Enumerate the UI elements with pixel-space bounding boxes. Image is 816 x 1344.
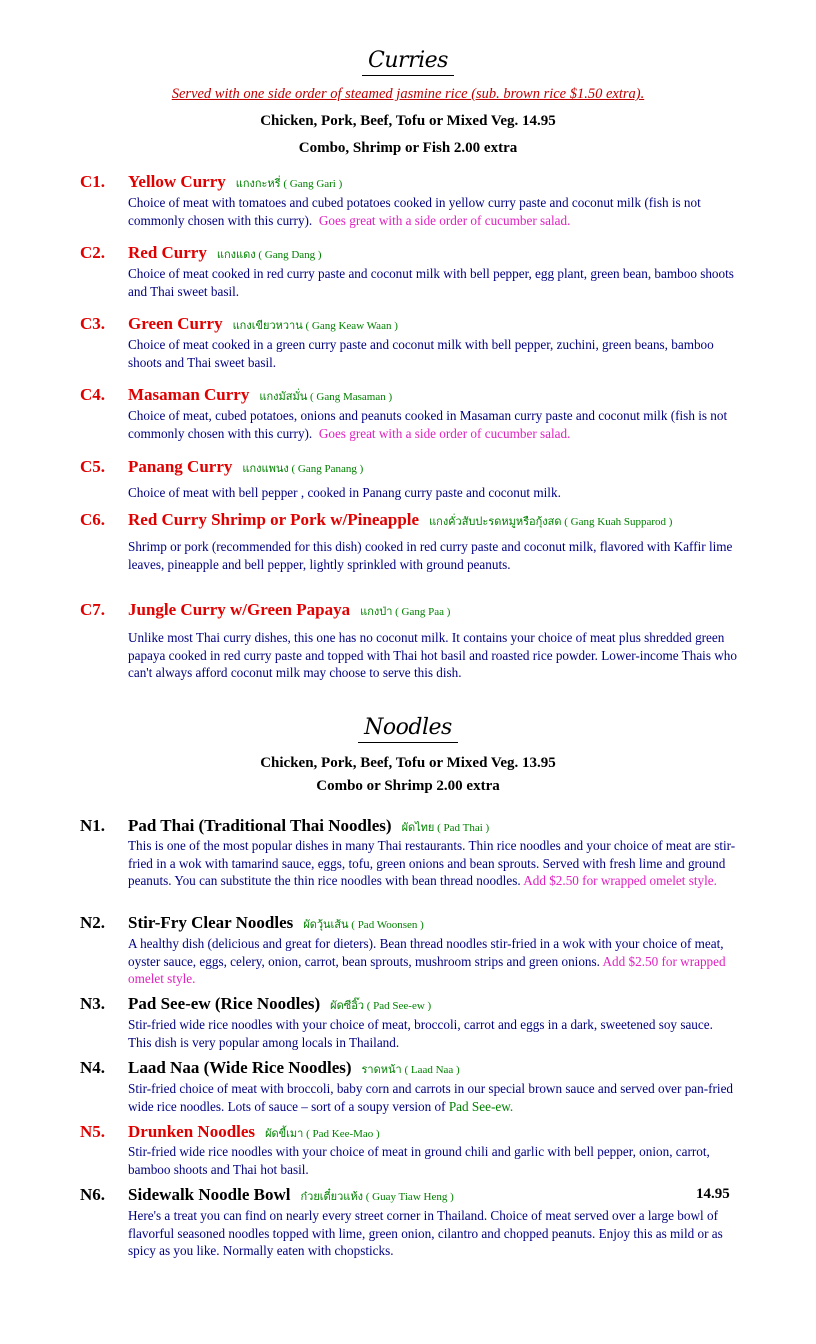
thai-name: แกงแดง ( Gang Dang ) (216, 249, 322, 261)
item-name: Masaman Curry แกงมัสมั่น ( Gang Masaman ) (128, 385, 393, 404)
item-description: Choice of meat, cubed potatoes, onions and peanuts cooked in Masaman curry paste and coconut milk (fish is not commonly chosen with this curry). Goes great with a side order of cucumber salad. (128, 408, 728, 441)
thai-name: แกงป่า ( Gang Paa ) (360, 606, 451, 618)
curries-extra-line: Combo, Shrimp or Fish 2.00 extra (298, 140, 518, 156)
thai-name: แกงกะหรี่ ( Gang Gari ) (235, 178, 343, 190)
item-code: C3. (80, 314, 106, 333)
item-code: N6. (80, 1185, 106, 1204)
noodles-price-line: Chicken, Pork, Beef, Tofu or Mixed Veg. 13.95 (260, 755, 556, 771)
item-description: Unlike most Thai curry dishes, this one has no coconut milk. It contains your choice of meat plus shredded green papaya cooked in red curry paste and topped with Thai hot basil and roasted rice powder. Lower-income Thais who can't always afford coconut milk may choose to serve this dish. (128, 630, 737, 680)
item-name: Sidewalk Noodle Bowl ก๋วยเตี๋ยวแห้ง ( Guay Tiaw Heng ) (128, 1185, 454, 1204)
item-name: Red Curry Shrimp or Pork w/Pineapple แกงคั่วสับปะรดหมูหรือกุ้งสด ( Gang Kuah Supparod ) (128, 510, 673, 529)
item-name: Pad Thai (Traditional Thai Noodles) ผัดไทย ( Pad Thai ) (128, 816, 490, 835)
item-description: Stir-fried choice of meat with broccoli, baby corn and carrots in our special brown sauce and served over pan-fried wide rice noodles. Lots of sauce – sort of a soupy version of Pad See-ew. (128, 1081, 734, 1114)
thai-name: ผัดไทย ( Pad Thai ) (401, 822, 490, 834)
item-description: Here's a treat you can find on nearly every street corner in Thailand. Choice of meat served over a large bowl of flavorful seasoned noodles topped with lime, green onion, cilantro and chopped peanuts. Enjoy this as mild or as spicy as you like. Normally eaten with chopsticks. (128, 1208, 723, 1258)
noodles-extra-line: Combo or Shrimp 2.00 extra (316, 778, 500, 794)
item-code: C2. (80, 243, 106, 262)
item-name: Drunken Noodles ผัดขี้เมา ( Pad Kee-Mao ) (128, 1122, 380, 1141)
curries-price-line: Chicken, Pork, Beef, Tofu or Mixed Veg. 14.95 (260, 113, 556, 129)
thai-name: ราดหน้า ( Laad Naa ) (361, 1064, 460, 1076)
thai-name: ผัดขี้เมา ( Pad Kee-Mao ) (265, 1128, 380, 1140)
item-name: Green Curry แกงเขียวหวาน ( Gang Keaw Waan ) (128, 314, 398, 333)
item-highlight: Add $2.50 for wrapped omelet style. (523, 873, 717, 888)
curries-rice-note: Served with one side order of steamed jasmine rice (sub. brown rice $1.50 extra). (171, 86, 645, 102)
item-highlight: Goes great with a side order of cucumber salad. (318, 212, 571, 228)
item-highlight: Pad See-ew. (448, 1098, 514, 1114)
thai-name: ผัดวุ้นเส้น ( Pad Woonsen ) (303, 919, 424, 931)
item-highlight: Add $2.50 for wrapped omelet style. (128, 953, 726, 986)
item-description: Shrimp or pork (recommended for this dish) cooked in red curry paste and coconut milk, flavored with Kaffir lime leaves, pineapple and bell pepper, lightly sprinkled with ground peanuts. (128, 539, 733, 572)
item-description: This is one of the most popular dishes in many Thai restaurants. Thin rice noodles and your choice of meat are stir-fried in a wok with tamarind sauce, eggs, tofu, green onions and bean sprouts. Served with fresh lime and ground peanuts. You can substitute the thin rice noodles with bean thread noodles. Add $2.50 for wrapped omelet style. (128, 838, 736, 888)
thai-name: ก๋วยเตี๋ยวแห้ง ( Guay Tiaw Heng ) (300, 1191, 454, 1203)
curries-section-title: Curries (0, 48, 816, 76)
item-code: N4. (80, 1058, 106, 1077)
item-highlight: Goes great with a side order of cucumber salad. (318, 425, 571, 441)
item-code: C7. (80, 600, 106, 619)
item-name: Panang Curry แกงแพนง ( Gang Panang ) (128, 457, 364, 476)
item-code: N5. (80, 1122, 106, 1141)
item-code: C5. (80, 457, 106, 476)
item-name: Laad Naa (Wide Rice Noodles) ราดหน้า ( Laad Naa ) (128, 1058, 460, 1077)
item-code: C6. (80, 510, 106, 529)
item-name: Yellow Curry แกงกะหรี่ ( Gang Gari ) (128, 172, 343, 191)
item-code: C1. (80, 172, 106, 191)
item-description: A healthy dish (delicious and great for dieters). Bean thread noodles stir-fried in a wok with your choice of meat, oyster sauce, eggs, celery, onion, carrot, bean sprouts, mushroom strips and green onions. Add $2.50 for wrapped omelet style. (128, 936, 726, 986)
item-description: Choice of meat with tomatoes and cubed potatoes cooked in yellow curry paste and coconut milk (fish is not commonly chosen with this curry). Goes great with a side order of cucumber salad. (128, 195, 701, 228)
thai-name: แกงแพนง ( Gang Panang ) (242, 463, 364, 475)
item-name: Stir-Fry Clear Noodles ผัดวุ้นเส้น ( Pad Woonsen ) (128, 913, 424, 932)
item-code: C4. (80, 385, 106, 404)
item-description: Stir-fried wide rice noodles with your choice of meat, broccoli, carrot and eggs in a dark, sweetened soy sauce. This dish is very popular among locals in Thailand. (128, 1017, 713, 1050)
item-description: Stir-fried wide rice noodles with your choice of meat in ground chili and garlic with bell pepper, onion, carrot, bamboo shoots and Thai hot basil. (128, 1144, 710, 1177)
thai-name: แกงเขียวหวาน ( Gang Keaw Waan ) (232, 320, 398, 332)
item-name: Jungle Curry w/Green Papaya แกงป่า ( Gang Paa ) (128, 600, 451, 619)
noodles-section-title: Noodles (0, 715, 816, 743)
item-description: Choice of meat with bell pepper , cooked in Panang curry paste and coconut milk. (128, 485, 561, 500)
thai-name: แกงมัสมั่น ( Gang Masaman ) (259, 391, 393, 403)
item-description: Choice of meat cooked in a green curry paste and coconut milk with bell pepper, zuchini, green beans, bamboo shoots and Thai sweet basil. (128, 337, 714, 370)
item-code: N3. (80, 994, 106, 1013)
thai-name: แกงคั่วสับปะรดหมูหรือกุ้งสด ( Gang Kuah Supparod ) (429, 516, 673, 528)
item-name: Pad See-ew (Rice Noodles) ผัดซีอิ๊ว ( Pad See-ew ) (128, 994, 432, 1013)
item-code: N1. (80, 816, 106, 835)
item-description: Choice of meat cooked in red curry paste and coconut milk with bell pepper, egg plant, green bean, bamboo shoots and Thai sweet basil. (128, 266, 734, 299)
item-price: 14.95 (696, 1186, 730, 1202)
item-name: Red Curry แกงแดง ( Gang Dang ) (128, 243, 322, 262)
thai-name: ผัดซีอิ๊ว ( Pad See-ew ) (330, 1000, 432, 1012)
item-code: N2. (80, 913, 106, 932)
